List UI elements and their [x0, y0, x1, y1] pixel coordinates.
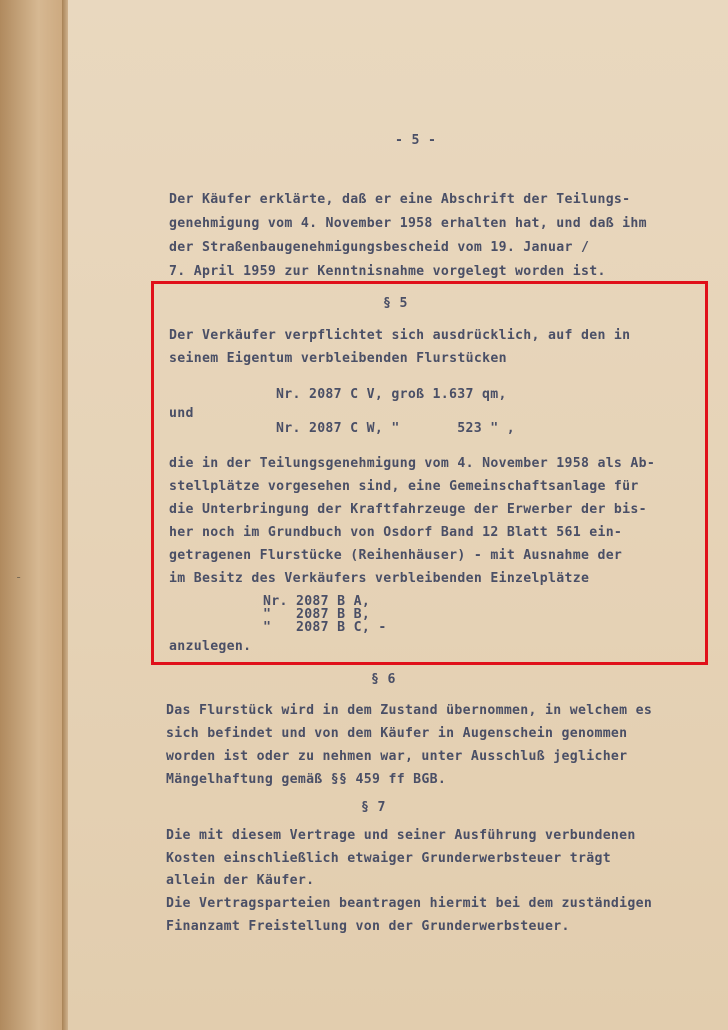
section-5-line: im Besitz des Verkäufers verbleibenden Einzelplätze [169, 571, 590, 586]
section-7-line: allein der Käufer. [166, 873, 315, 888]
section-7-line: Die mit diesem Vertrage und seiner Ausführung verbundenen [166, 828, 636, 843]
section-6-line: Mängelhaftung gemäß §§ 459 ff BGB. [166, 772, 447, 787]
parcel-list-item: " 2087 B C, - [263, 620, 387, 635]
section-7-heading: § 7 [361, 800, 386, 815]
section-6-line: Das Flurstück wird in dem Zustand übernommen, in welchem es [166, 703, 653, 718]
section-5-line: die Unterbringung der Kraftfahrzeuge der Erwerber der bis- [169, 502, 647, 517]
intro-line: genehmigung vom 4. November 1958 erhalten hat, und daß ihm [169, 216, 647, 231]
parcel-entry: Nr. 2087 C V, groß 1.637 qm, [276, 387, 507, 402]
parcel-list-item: Nr. 2087 B A, [263, 594, 371, 609]
section-7-line: Kosten einschließlich etwaiger Grunderwerbsteuer trägt [166, 851, 611, 866]
intro-line: 7. April 1959 zur Kenntnisnahme vorgelegt worden ist. [169, 264, 606, 279]
section-6-heading: § 6 [371, 672, 396, 687]
section-5-line: Der Verkäufer verpflichtet sich ausdrücklich, auf den in [169, 328, 631, 343]
parcel-entry: Nr. 2087 C W, " 523 " , [276, 421, 515, 436]
section-5-line: getragenen Flurstücke (Reihenhäuser) - mit Ausnahme der [169, 548, 623, 563]
section-5-closing: anzulegen. [169, 639, 252, 654]
intro-line: Der Käufer erklärte, daß er eine Abschrift der Teilungs- [169, 192, 631, 207]
page-number: - 5 - [395, 133, 437, 148]
facing-page-edge [0, 0, 70, 1030]
section-6-line: sich befindet und von dem Käufer in Augenschein genommen [166, 726, 628, 741]
section-7-line: Die Vertragsparteien beantragen hiermit bei dem zuständigen [166, 896, 653, 911]
section-5-line: seinem Eigentum verbleibenden Flurstücken [169, 351, 507, 366]
section-5-heading: § 5 [383, 296, 408, 311]
intro-line: der Straßenbaugenehmigungsbescheid vom 19. Januar / [169, 240, 590, 255]
und-label: und [169, 406, 194, 421]
section-5-line: stellplätze vorgesehen sind, eine Gemeinschaftsanlage für [169, 479, 639, 494]
section-6-line: worden ist oder zu nehmen war, unter Ausschluß jeglicher [166, 749, 628, 764]
margin-mark: - [15, 570, 23, 584]
parcel-list-item: " 2087 B B, [263, 607, 371, 622]
section-5-line: her noch im Grundbuch von Osdorf Band 12 Blatt 561 ein- [169, 525, 623, 540]
section-7-line: Finanzamt Freistellung von der Grunderwerbsteuer. [166, 919, 570, 934]
section-5-line: die in der Teilungsgenehmigung vom 4. November 1958 als Ab- [169, 456, 656, 471]
